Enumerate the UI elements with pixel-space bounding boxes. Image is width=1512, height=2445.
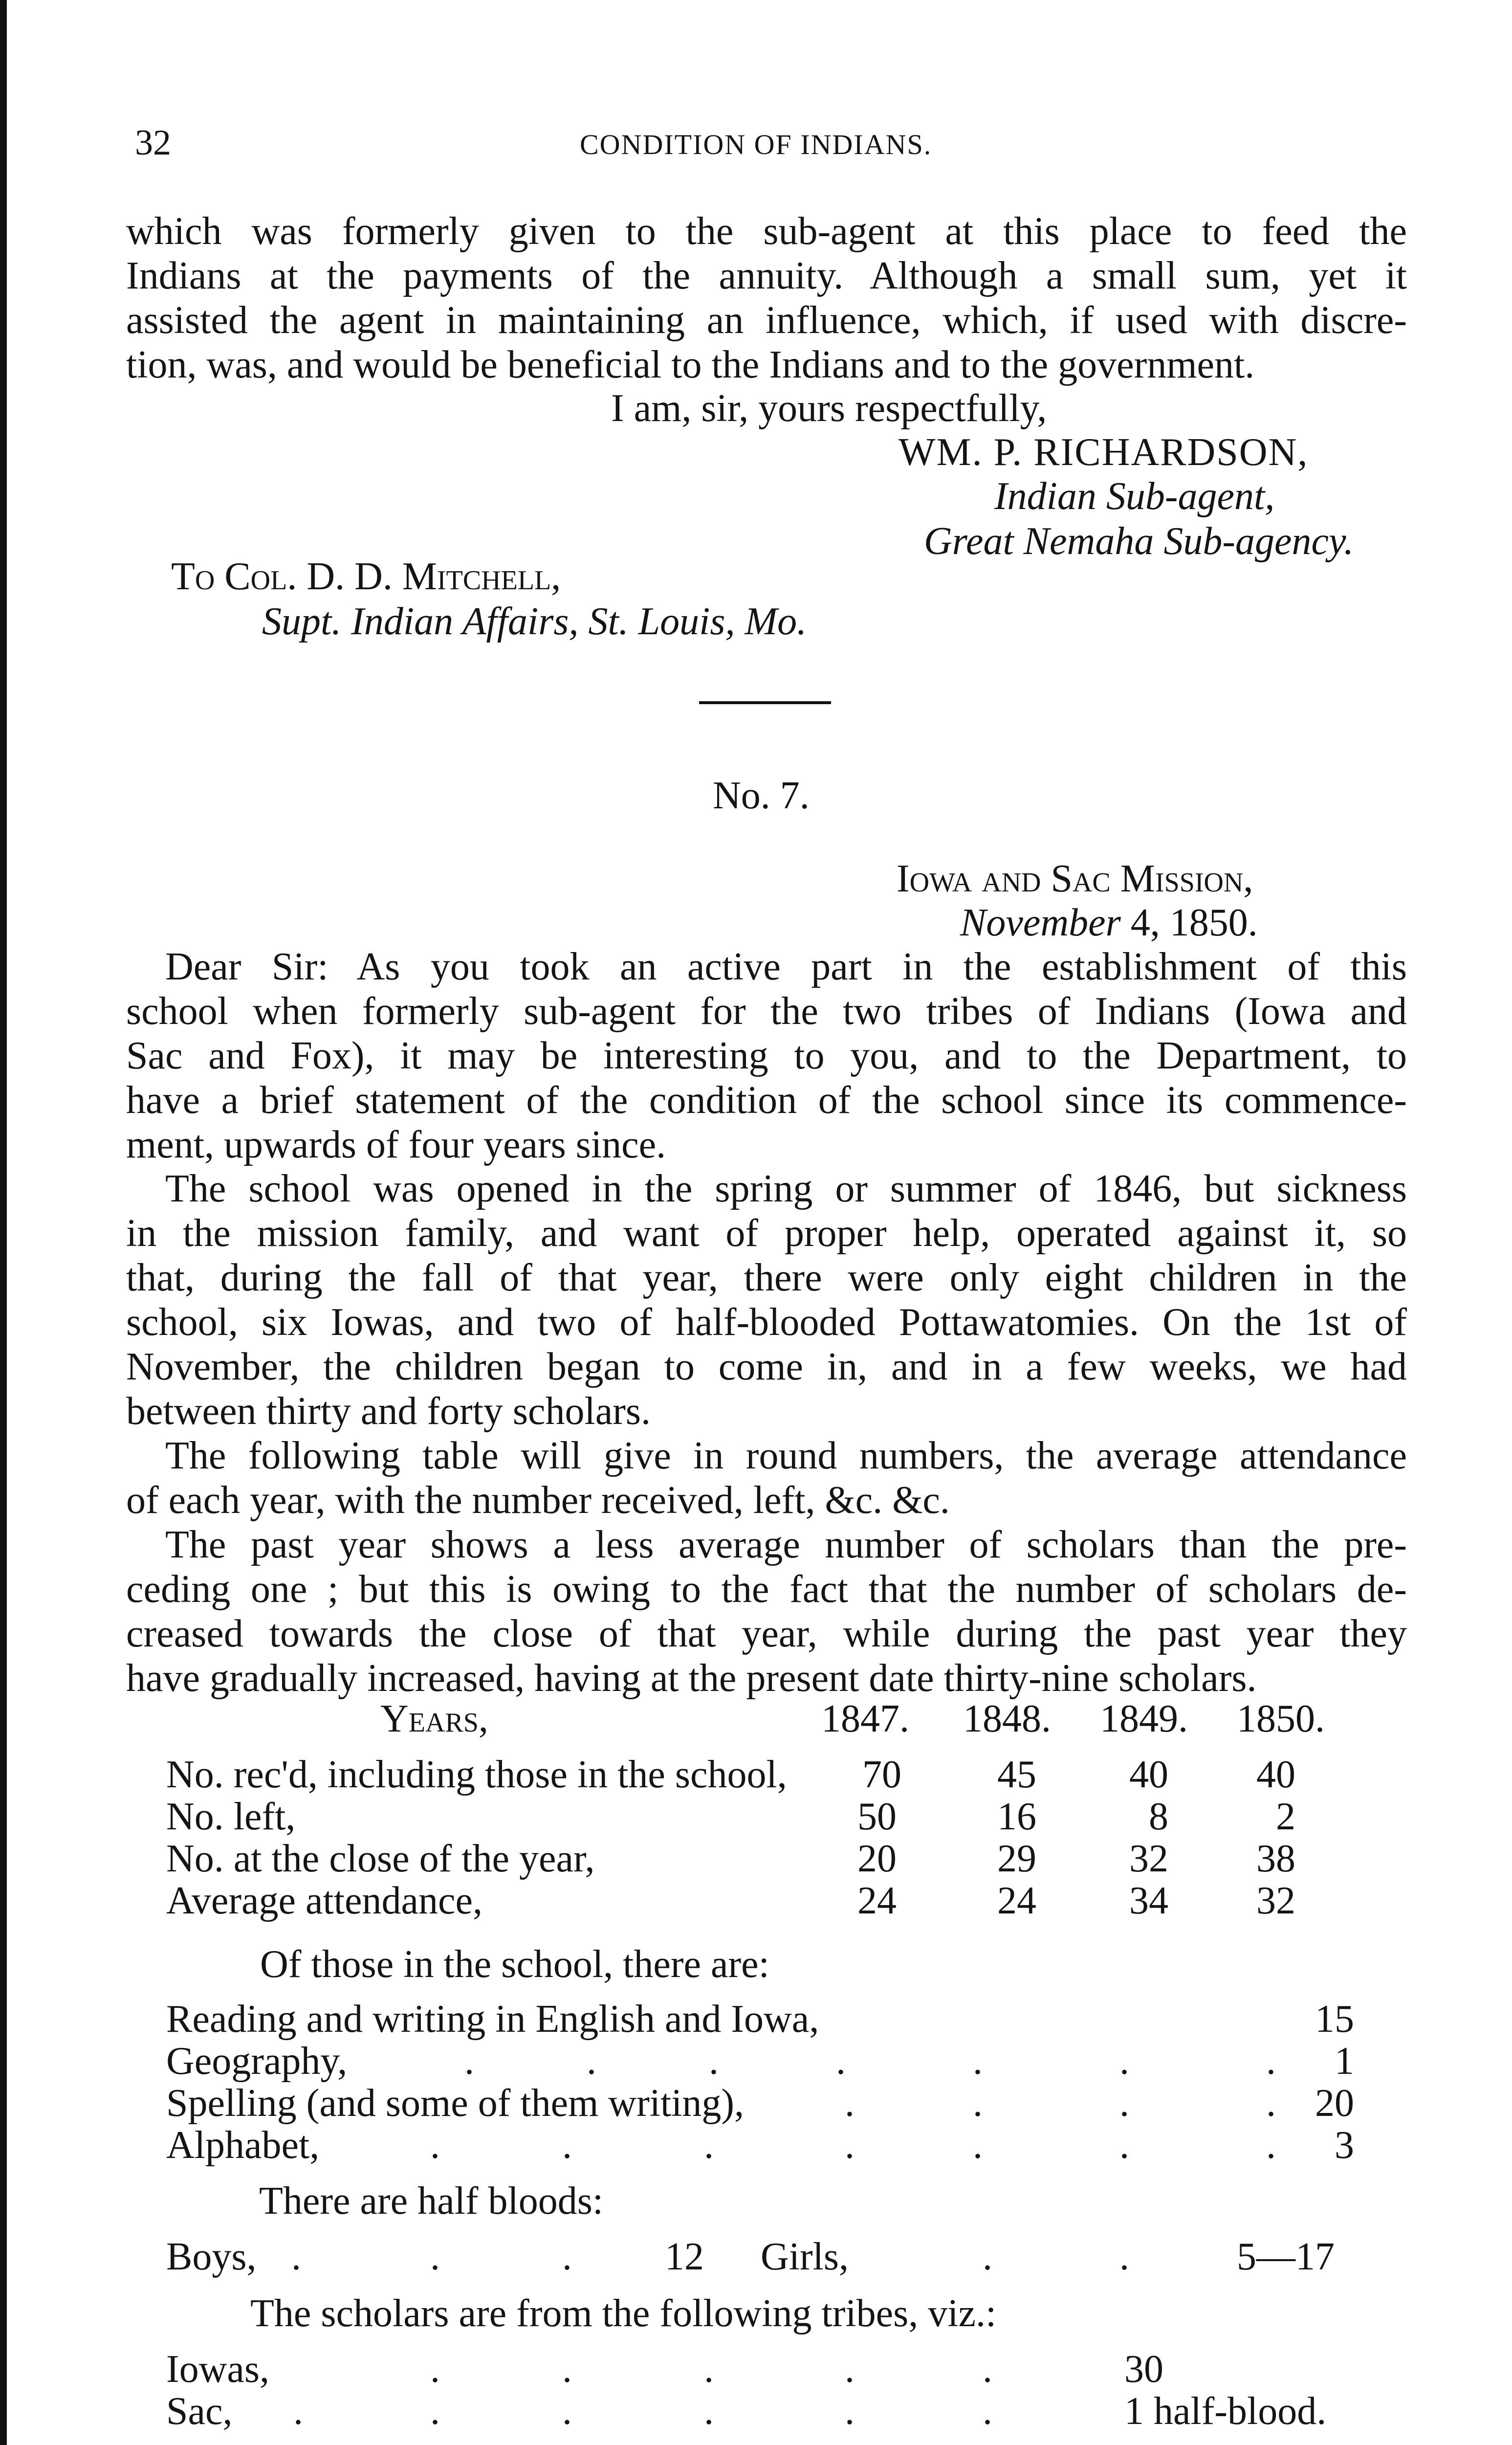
addressee-title: Supt. Indian Affairs, St. Louis, Mo. <box>262 600 807 643</box>
year-header: 1850. <box>1237 1697 1325 1740</box>
section-divider <box>699 701 831 704</box>
text-line: school, six Iowas, and two of half-blooded Pottawatomies. On the 1st of <box>126 1301 1407 1344</box>
table-cell: 38 <box>1256 1837 1295 1880</box>
text-line: creased towards the close of that year, while during the past year they <box>126 1612 1407 1655</box>
signer-agency: Great Nemaha Sub-agency. <box>924 520 1354 563</box>
text-line: tion, was, and would be beneficial to the Indians and to the government. <box>126 343 1255 386</box>
table-cell: 24 <box>997 1879 1036 1922</box>
text-line: between thirty and forty scholars. <box>126 1390 651 1433</box>
text-line: Dear Sir: As you took an active part in the establishment of this <box>165 945 1407 988</box>
text-line: Sac and Fox), it may be interesting to you, and to the Department, to <box>126 1034 1407 1077</box>
table-cell: 2 <box>1276 1795 1295 1838</box>
text-line: school when formerly sub-agent for the two tribes of Indians (Iowa and <box>126 990 1407 1033</box>
table-cell: 20 <box>857 1837 897 1880</box>
list-item-label: Reading and writing in English and Iowa, <box>166 1998 819 2041</box>
valediction: I am, sir, yours respectfully, <box>611 387 1047 430</box>
signer-title: Indian Sub-agent, <box>994 475 1275 518</box>
text-line: Indians at the payments of the annuity. Although a small sum, yet it <box>126 254 1407 297</box>
table-row-label: No. at the close of the year, <box>166 1837 595 1880</box>
tribe-label: Iowas, <box>166 2348 270 2391</box>
tribe-value: 30 <box>1124 2348 1163 2391</box>
list-item-value: 20 <box>1315 2082 1354 2125</box>
list-item-value: 1 <box>1335 2040 1354 2083</box>
table-cell: 16 <box>997 1795 1036 1838</box>
paragraph-2 <box>126 1167 1407 1434</box>
table-cell: 40 <box>1256 1753 1295 1796</box>
text-line: have a brief statement of the condition of the school since its commence- <box>126 1079 1407 1122</box>
tribes-intro: The scholars are from the following tribes, viz.: <box>250 2292 997 2335</box>
running-title: CONDITION OF INDIANS. <box>580 129 932 160</box>
table-cell: 24 <box>857 1879 897 1922</box>
girls-label: Girls, <box>761 2235 849 2278</box>
table-cell: 32 <box>1256 1879 1295 1922</box>
text-line: which was formerly given to the sub-agent at this place to feed the <box>126 210 1407 253</box>
text-line: that, during the fall of that year, there were only eight children in the <box>126 1256 1407 1299</box>
year-header: 1849. <box>1100 1697 1188 1740</box>
half-bloods-intro: There are half bloods: <box>259 2179 604 2223</box>
text-line: have gradually increased, having at the present date thirty-nine scholars. <box>126 1657 1257 1700</box>
table-cell: 50 <box>857 1795 897 1838</box>
table-cell: 8 <box>1149 1795 1168 1838</box>
table-cell: 70 <box>862 1753 901 1796</box>
text-line: assisted the agent in maintaining an influence, which, if used with discre- <box>126 299 1407 342</box>
tribe-label: Sac, <box>166 2390 233 2433</box>
signature: WM. P. RICHARDSON, <box>898 431 1309 474</box>
paragraph-3 <box>126 1434 1407 1523</box>
table-cell: 45 <box>997 1753 1036 1796</box>
paragraph-4 <box>126 1523 1407 1701</box>
text-line: The school was opened in the spring or summer of 1846, but sickness <box>165 1167 1407 1210</box>
text-line: The following table will give in round numbers, the average attendance <box>165 1434 1407 1477</box>
text-line: The past year shows a less average number of scholars than the pre- <box>165 1523 1407 1566</box>
letter-place: Iowa and Sac Mission, <box>897 857 1253 900</box>
subjects-intro: Of those in the school, there are: <box>260 1943 769 1986</box>
boys-value: 12 <box>665 2235 704 2278</box>
table-header-label: Years, <box>380 1697 488 1740</box>
list-item-value: 3 <box>1335 2124 1354 2167</box>
boys-label: Boys, <box>166 2235 257 2278</box>
table-cell: 32 <box>1129 1837 1168 1880</box>
table-cell: 29 <box>997 1837 1036 1880</box>
letter-number: No. 7. <box>713 774 810 817</box>
addressee-name: To Col. D. D. Mitchell, <box>171 555 561 598</box>
table-cell: 40 <box>1129 1753 1168 1796</box>
list-item-label: Alphabet, <box>166 2124 320 2167</box>
text-line: November, the children began to come in, and in a few weeks, we had <box>126 1345 1407 1388</box>
text-line: of each year, with the number received, left, &c. &c. <box>126 1479 950 1522</box>
letter-date: November 4, 1850. <box>960 901 1258 944</box>
continuation-paragraph <box>126 209 1407 387</box>
text-line: in the mission family, and want of proper help, operated against it, so <box>126 1212 1407 1255</box>
table-row-label: No. left, <box>166 1795 296 1838</box>
table-cell: 34 <box>1129 1879 1168 1922</box>
table-row-label: Average attendance, <box>166 1879 482 1922</box>
tribe-value: 1 half-blood. <box>1124 2390 1327 2433</box>
list-item-label: Geography, <box>166 2040 348 2083</box>
page-number: 32 <box>135 123 171 163</box>
year-header: 1848. <box>963 1697 1051 1740</box>
year-header: 1847. <box>821 1697 909 1740</box>
list-item-value: 15 <box>1315 1998 1354 2041</box>
paragraph-1 <box>126 945 1407 1167</box>
list-item-label: Spelling (and some of them writing), <box>166 2082 745 2125</box>
girls-value: 5—17 <box>1237 2235 1335 2278</box>
text-line: ment, upwards of four years since. <box>126 1123 666 1166</box>
table-row-label: No. rec'd, including those in the school, <box>166 1753 787 1796</box>
text-line: ceding one ; but this is owing to the fact that the number of scholars de- <box>126 1568 1407 1611</box>
